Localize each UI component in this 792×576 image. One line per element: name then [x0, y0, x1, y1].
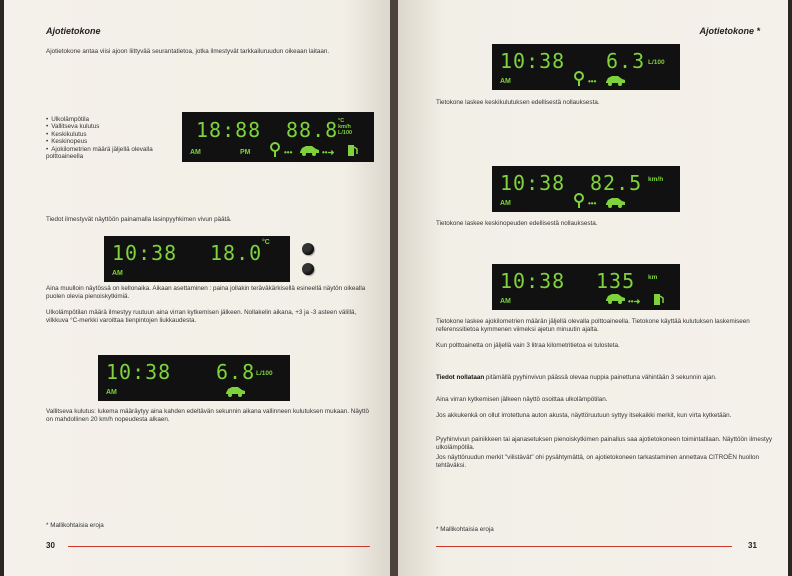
fuel-pump-icon [654, 293, 664, 307]
paragraph-reset [436, 374, 776, 382]
paragraph-power: Aina virran kytkemisen jälkeen näyttö osoittaa ulkolämpötilan. [436, 396, 608, 403]
time-readout: 10:38 [112, 241, 178, 265]
am-indicator: AM [190, 149, 201, 156]
intro-text: Ajotietokone antaa viisi ajoon liittyvää seurantatietoa, jotka ilmestyvät tarkkailuruudun oikeaan laitaan. [46, 48, 330, 55]
time-readout: 10:38 [500, 269, 566, 293]
reset-bold-label: Tiedot nollataan [436, 374, 485, 381]
value-readout: 18.0 [210, 241, 263, 265]
book-gutter [390, 0, 398, 576]
paragraph-clock: Aina muulloin näytössä on kellonaika. Aikaan asettaminen : paina jollakin teräväkärkisellä esineellä näytön oikealla puolen olevia pienoiskytkimiä. [46, 285, 366, 301]
paragraph-battery: Jos akkukenkä on ollut irrotettuna auton akusta, näyttöruutuun syttyy itsekaikki merkit, kun virta kytketään. [436, 412, 732, 419]
unit-kmh: km/h [338, 124, 351, 130]
paragraph-button: Tiedot ilmestyvät näyttöön painamalla lasinpyyhkimen vivun päätä. [46, 216, 232, 223]
arrow-icon: ••➜ [322, 148, 335, 157]
am-indicator: AM [106, 389, 117, 396]
am-indicator: AM [500, 298, 511, 305]
bullet-list [46, 116, 166, 160]
pm-indicator: PM [240, 149, 251, 156]
caption-average-consumption: Tietokone laskee keskikulutuksen edellisestä nollauksesta. [436, 99, 600, 106]
caption-average-speed: Tietokone laskee keskinopeuden edellisestä nollauksesta. [436, 220, 598, 227]
value-readout: 6.3 [606, 49, 646, 73]
dots-icon: ••• [588, 199, 597, 208]
am-indicator: AM [500, 78, 511, 85]
time-readout: 10:38 [500, 171, 566, 195]
value-readout: 6.8 [216, 360, 256, 384]
am-indicator: AM [112, 270, 123, 277]
unit-kmh: km/h [648, 176, 664, 183]
unit-km: km [648, 274, 658, 281]
page-number: 31 [748, 541, 757, 550]
page-number: 30 [46, 541, 55, 550]
bullet-item: • Ajokilometrien määrä jäljellä olevalla polttoaineella [46, 146, 166, 161]
lcd-display-average-consumption [492, 44, 680, 90]
clock-set-button-lower[interactable] [302, 263, 314, 275]
caption-range-low-fuel: Kun polttoainetta on jäljellä vain 3 litraa kilometritietoa ei tulosteta. [436, 342, 620, 349]
lcd-display-all-segments [182, 112, 374, 162]
footer-rule [68, 546, 370, 547]
paragraph-current-consumption: Vallitseva kulutus: lukema määräytyy aina kahden edeltävän sekunnin aikana vallinneen kulutuksen mukaan. Näyttö on mahdollinen 20 km/h nopeudesta alkaen. [46, 408, 369, 424]
lcd-display-current-consumption [98, 355, 290, 401]
footnote: * Mallikohtaisia eroja [436, 526, 494, 533]
time-readout: 18:88 [196, 118, 262, 142]
right-page [398, 0, 788, 576]
key-icon [270, 142, 284, 160]
lcd-display-range [492, 264, 680, 310]
value-readout: 135 [596, 269, 636, 293]
bullet-item: • Ulkolämpötila [46, 116, 166, 123]
bullet-item: • Vallitseva kulutus [46, 123, 166, 130]
am-indicator: AM [500, 200, 511, 207]
dots-icon: ••• [588, 77, 597, 86]
unit-l100: L/100 [338, 130, 353, 136]
unit-l100: L/100 [648, 59, 665, 66]
unit-l100: L/100 [256, 370, 273, 377]
value-readout: 82.5 [590, 171, 643, 195]
car-icon [224, 385, 246, 399]
caption-range: Tietokone laskee ajokilometrien määrän jäljellä olevalla polttoaineella. Tietokone käyttää kulutuksen laskemiseen referenssitietoa kymmenen viimeksi ajetun minuutin ajalta. [436, 318, 750, 334]
car-icon [604, 196, 626, 210]
arrow-icon: ••➜ [628, 297, 641, 306]
clock-set-button-upper[interactable] [302, 243, 314, 255]
value-readout: 88.8 [286, 118, 339, 142]
fuel-pump-icon [348, 144, 358, 158]
lcd-display-average-speed [492, 166, 680, 212]
paragraph-wiper: Pyyhinvivun painikkeen tai ajanasetuksen pienoiskytkimen painallus saa ajotietokoneen toimintatilaan. Näyttöön ilmestyy ulkolämpötila. [436, 436, 773, 452]
key-icon [574, 71, 588, 89]
car-icon [604, 292, 626, 306]
paragraph-service: Jos näyttöruudun merkit "vilistävät" ohi pysähtymättä, on ajotietokoneen tarkastaminen annettava CITROËN huollon tehtäväksi. [436, 454, 759, 470]
unit-celsius: °C [262, 239, 270, 246]
page-header: Ajotietokone [46, 26, 101, 36]
footer-rule [436, 546, 732, 547]
car-icon [298, 144, 320, 158]
dots-icon: ••• [284, 148, 293, 157]
lcd-display-temperature [104, 236, 290, 282]
unit-celsius: °C [338, 118, 345, 124]
bullet-item: • Keskikulutus [46, 131, 166, 138]
page-header: Ajotietokone * [699, 26, 760, 36]
bullet-item: • Keskinopeus [46, 138, 166, 145]
left-page [4, 0, 390, 576]
time-readout: 10:38 [106, 360, 172, 384]
paragraph-temperature: Ulkolämpötilan määrä ilmestyy ruutuun aina virran kytkemisen jälkeen. Nollakelin aikana, +3 ja -3 asteen välillä, vilkkuva °C-merkki varoittaa tienpintojen liukkaudesta. [46, 309, 357, 325]
footnote: * Mallikohtaisia eroja [46, 522, 104, 529]
key-icon [574, 193, 588, 211]
reset-text: pitämällä pyyhinvivun päässä olevaa nuppia painettuna vähintään 3 sekunnin ajan. [484, 374, 717, 381]
car-icon [604, 74, 626, 88]
time-readout: 10:38 [500, 49, 566, 73]
